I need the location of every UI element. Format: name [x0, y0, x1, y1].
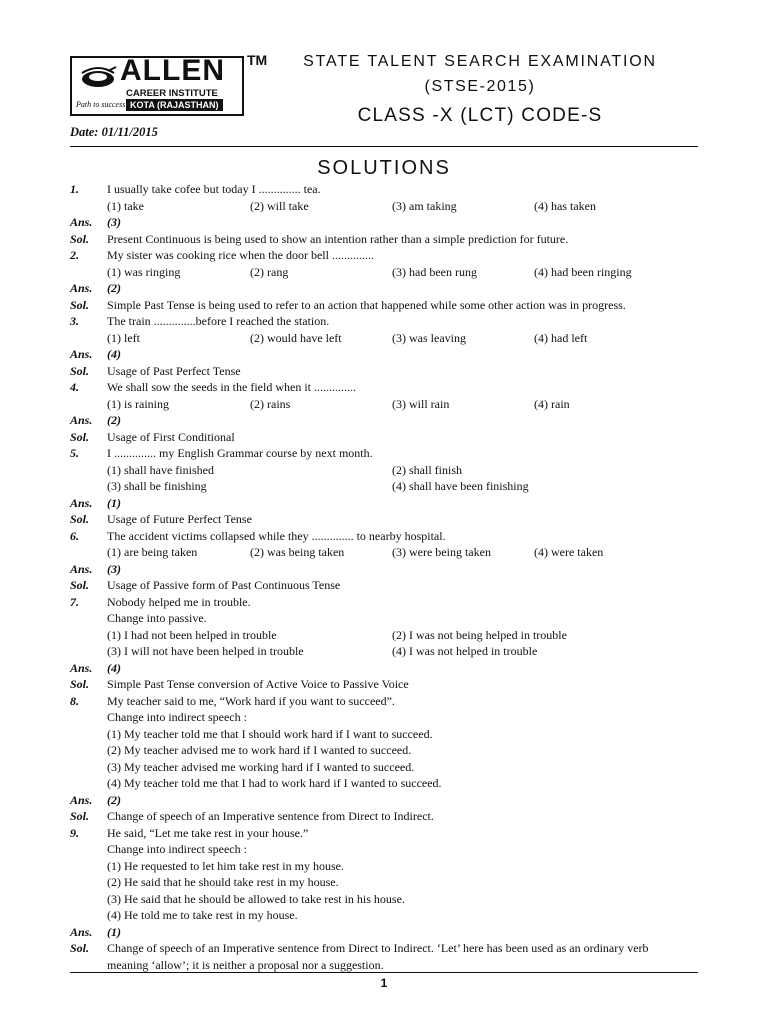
answer-value: (2) — [107, 281, 121, 295]
solution-row — [70, 940, 700, 957]
question-line — [70, 907, 700, 924]
solution-label: Sol. — [70, 941, 90, 955]
question-line — [70, 841, 700, 858]
option: (2) I was not being helped in trouble — [392, 627, 567, 642]
option: (4) had left — [534, 330, 588, 345]
question-text: (2) He said that he should take rest in my house. — [107, 875, 339, 889]
option: (2) rang — [250, 264, 289, 279]
question-text: Change into passive. — [107, 611, 207, 625]
option: (4) had been ringing — [534, 264, 632, 279]
solution-label: Sol. — [70, 677, 90, 691]
options-row — [70, 643, 700, 660]
solution-text: Change of speech of an Imperative sentence from Direct to Indirect. — [107, 809, 434, 823]
answer-row — [70, 412, 700, 429]
question-line — [70, 759, 700, 776]
question-text: Change into indirect speech : — [107, 842, 247, 856]
question-line — [70, 874, 700, 891]
question-text: He said, “Let me take rest in your house.” — [107, 825, 309, 840]
exam-title: STATE TALENT SEARCH EXAMINATION — [303, 53, 657, 70]
solution-row — [70, 511, 700, 528]
question-block — [70, 693, 700, 825]
option: (4) were taken — [534, 545, 604, 559]
page-number: 1 — [380, 976, 388, 990]
question-line — [70, 247, 700, 264]
solutions-list — [70, 181, 700, 973]
option: (4) shall have been finishing — [392, 479, 529, 493]
question-line — [70, 709, 700, 726]
logo-tagline: Path to success — [76, 100, 126, 109]
question-line — [70, 825, 700, 842]
question-number: 6. — [70, 528, 79, 543]
question-line — [70, 726, 700, 743]
options-row — [70, 264, 700, 281]
answer-row — [70, 561, 700, 578]
question-number: 1. — [70, 182, 79, 196]
section-title: SOLUTIONS — [317, 157, 451, 179]
question-block — [70, 445, 700, 528]
option: (2) rains — [250, 396, 291, 411]
option: (2) will take — [250, 198, 309, 213]
answer-value: (1) — [107, 495, 121, 510]
question-number: 7. — [70, 594, 79, 609]
question-block — [70, 528, 700, 594]
solution-row — [70, 429, 700, 446]
question-number: 9. — [70, 825, 79, 840]
question-line — [70, 693, 700, 710]
question-number: 3. — [70, 314, 79, 328]
question-text: I .............. my English Grammar course by next month. — [107, 446, 373, 460]
solution-text: Usage of Past Perfect Tense — [107, 363, 241, 378]
solution-row — [70, 231, 700, 248]
question-text: Nobody helped me in trouble. — [107, 594, 251, 609]
question-line — [70, 445, 700, 462]
question-number: 2. — [70, 248, 79, 262]
question-line — [70, 528, 700, 545]
options-row — [70, 462, 700, 479]
question-block — [70, 379, 700, 445]
solution-text: Usage of First Conditional — [107, 429, 235, 444]
solution-text: Usage of Passive form of Past Continuous Tense — [107, 578, 341, 592]
option: (1) left — [107, 330, 140, 345]
question-text: My teacher said to me, “Work hard if you want to succeed”. — [107, 693, 395, 708]
solution-row — [70, 297, 700, 314]
solution-row — [70, 577, 700, 594]
question-text: (1) He requested to let him take rest in my house. — [107, 858, 344, 873]
solution-label: Sol. — [70, 512, 90, 526]
question-block — [70, 594, 700, 693]
question-text: (3) He said that he should be allowed to take rest in his house. — [107, 891, 405, 906]
question-text: (2) My teacher advised me to work hard if I wanted to succeed. — [107, 743, 412, 757]
question-line — [70, 594, 700, 611]
solution-label: Sol. — [70, 429, 90, 444]
answer-label: Ans. — [70, 281, 93, 295]
answer-row — [70, 495, 700, 512]
exam-date: Date: 01/11/2015 — [70, 125, 158, 139]
answer-row — [70, 924, 700, 941]
options-row — [70, 627, 700, 644]
question-line — [70, 379, 700, 396]
header-divider — [70, 146, 698, 147]
option: (4) I was not helped in trouble — [392, 644, 538, 658]
question-text: The train ..............before I reached the station. — [107, 314, 330, 328]
question-block — [70, 825, 700, 974]
answer-value: (3) — [107, 561, 121, 576]
answer-row — [70, 280, 700, 297]
question-text: My sister was cooking rice when the door bell .............. — [107, 248, 374, 262]
option: (2) shall finish — [392, 462, 462, 477]
answer-row — [70, 660, 700, 677]
answer-label: Ans. — [70, 215, 93, 229]
question-text: (1) My teacher told me that I should work hard if I want to succeed. — [107, 726, 433, 741]
question-block — [70, 181, 700, 247]
answer-value: (3) — [107, 215, 121, 229]
solution-label: Sol. — [70, 809, 90, 823]
question-text: The accident victims collapsed while they .............. to nearby hospital. — [107, 528, 446, 543]
answer-label: Ans. — [70, 792, 93, 807]
option: (2) was being taken — [250, 545, 345, 559]
answer-label: Ans. — [70, 924, 93, 939]
question-line — [70, 610, 700, 627]
question-number: 4. — [70, 380, 79, 394]
option: (3) had been rung — [392, 264, 477, 279]
answer-label: Ans. — [70, 347, 93, 361]
logo-subtitle: CAREER INSTITUTE — [126, 88, 218, 99]
logo-city: KOTA (RAJASTHAN) — [126, 99, 223, 111]
option: (3) was leaving — [392, 330, 466, 345]
answer-label: Ans. — [70, 413, 93, 427]
option: (4) rain — [534, 396, 570, 411]
question-line — [70, 742, 700, 759]
answer-value: (1) — [107, 924, 121, 939]
option: (1) shall have finished — [107, 462, 214, 477]
option: (3) will rain — [392, 396, 450, 411]
question-line — [70, 313, 700, 330]
option: (2) would have left — [250, 330, 342, 345]
solution-row — [70, 676, 700, 693]
question-text: Change into indirect speech : — [107, 710, 247, 724]
question-text: (4) He told me to take rest in my house. — [107, 908, 298, 922]
solution-row — [70, 957, 700, 974]
question-text: We shall sow the seeds in the field when it .............. — [107, 380, 356, 394]
answer-row — [70, 346, 700, 363]
exam-year: (STSE-2015) — [424, 78, 536, 95]
question-text: (3) My teacher advised me working hard if I wanted to succeed. — [107, 759, 415, 774]
options-row — [70, 330, 700, 347]
allen-logo — [70, 56, 244, 116]
options-row — [70, 478, 700, 495]
options-row — [70, 396, 700, 413]
option: (3) am taking — [392, 198, 457, 213]
question-number: 8. — [70, 693, 79, 708]
logo-brand: ALLEN — [120, 54, 225, 87]
answer-label: Ans. — [70, 561, 93, 576]
solution-text: Present Continuous is being used to show an intention rather than a simple prediction for future. — [107, 231, 569, 246]
solution-label: Sol. — [70, 363, 90, 378]
answer-row — [70, 214, 700, 231]
options-row — [70, 198, 700, 215]
options-row — [70, 544, 700, 561]
option: (1) I had not been helped in trouble — [107, 627, 277, 642]
class-code: CLASS -X (LCT) CODE-S — [357, 105, 603, 126]
option: (1) was ringing — [107, 264, 181, 279]
footer-divider — [70, 972, 698, 973]
answer-value: (2) — [107, 413, 121, 427]
answer-value: (4) — [107, 660, 121, 675]
solution-label: Sol. — [70, 231, 90, 246]
option: (4) has taken — [534, 198, 596, 213]
trademark-mark: TM — [247, 52, 268, 68]
solution-label: Sol. — [70, 578, 90, 592]
question-block — [70, 313, 700, 379]
question-text: I usually take cofee but today I .............. tea. — [107, 182, 321, 196]
question-line — [70, 858, 700, 875]
option: (3) shall be finishing — [107, 479, 207, 493]
question-line — [70, 181, 700, 198]
option: (3) were being taken — [392, 545, 491, 559]
option: (3) I will not have been helped in trouble — [107, 644, 304, 658]
option: (1) take — [107, 198, 144, 213]
option: (1) is raining — [107, 396, 169, 411]
question-number: 5. — [70, 446, 79, 460]
solution-text: meaning ‘allow’; it is neither a proposal nor a suggestion. — [107, 957, 384, 972]
question-line — [70, 891, 700, 908]
answer-row — [70, 792, 700, 809]
solution-text: Simple Past Tense is being used to refer to an action that happened while some other action was in progress. — [107, 297, 626, 312]
solution-text: Change of speech of an Imperative sentence from Direct to Indirect. ‘Let’ here has been used as an ordinary verb — [107, 941, 649, 955]
answer-label: Ans. — [70, 495, 93, 510]
question-text: (4) My teacher told me that I had to work hard if I wanted to succeed. — [107, 776, 442, 790]
question-block — [70, 247, 700, 313]
answer-value: (2) — [107, 792, 121, 807]
lamp-emblem-icon — [78, 63, 118, 91]
question-line — [70, 775, 700, 792]
solution-row — [70, 808, 700, 825]
solution-text: Usage of Future Perfect Tense — [107, 512, 252, 526]
answer-value: (4) — [107, 347, 121, 361]
solution-text: Simple Past Tense conversion of Active Voice to Passive Voice — [107, 677, 409, 691]
solution-row — [70, 363, 700, 380]
option: (1) are being taken — [107, 545, 198, 559]
solution-label: Sol. — [70, 297, 90, 312]
answer-label: Ans. — [70, 660, 93, 675]
